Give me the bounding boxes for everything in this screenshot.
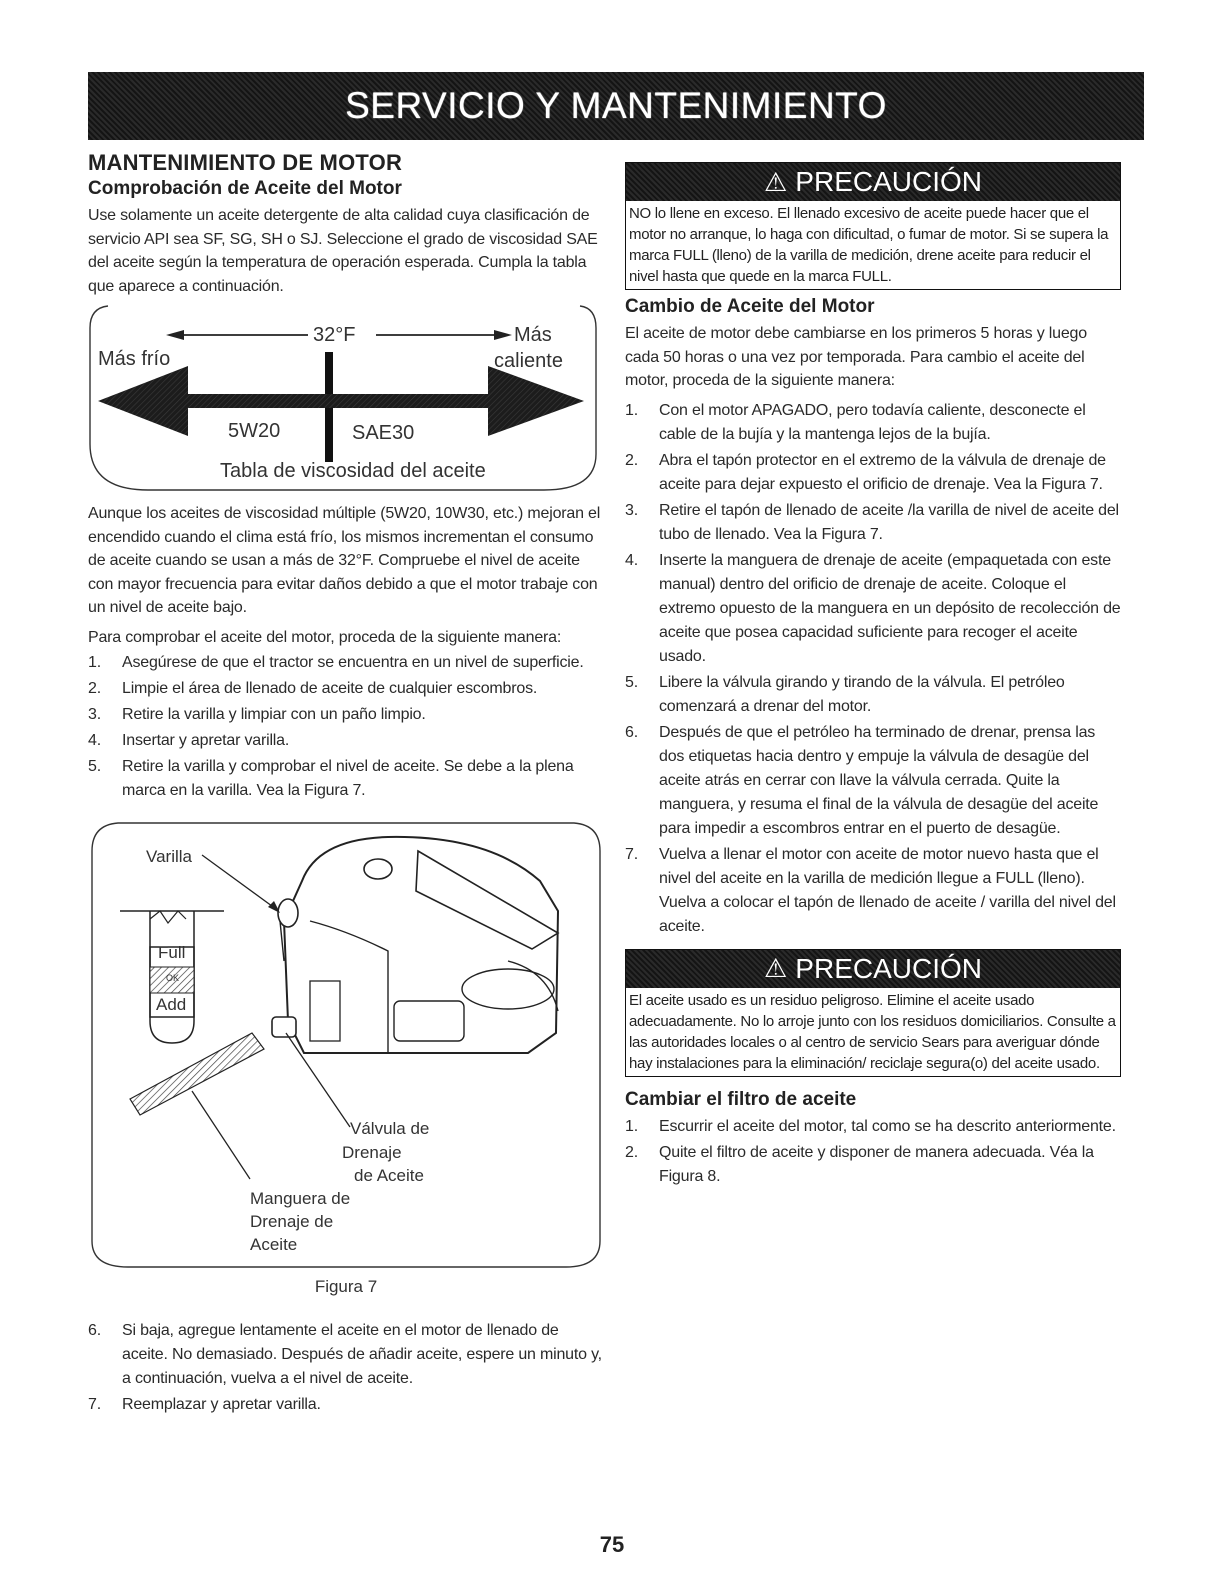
dipstick-label: Varilla [146, 847, 192, 866]
list-item: 5. Libere la válvula girando y tirando de la válvula. El petróleo comenzará a drenar del motor. [625, 673, 1065, 715]
caution-box-overfill [625, 162, 1121, 290]
change-oil-steps [625, 399, 1121, 939]
range-bar [188, 394, 488, 408]
list-item: 1. Escurrir el aceite del motor, tal como se ha descrito anteriormente. [625, 1117, 1116, 1135]
grade-high: SAE30 [352, 422, 415, 444]
hot-label-line2: caliente [494, 350, 563, 372]
add-mark-label: Add [156, 995, 187, 1014]
warning-icon: ⚠ [763, 953, 788, 983]
hose-label-line3: Aceite [250, 1235, 298, 1254]
list-item: 1. Con el motor APAGADO, pero todavía caliente, desconecte el cable de la bujía y la mantenga lejos de la bujía. [625, 401, 1086, 443]
hose-label-line1: Manguera de [250, 1189, 351, 1208]
check-steps [88, 651, 604, 803]
drain-hose [130, 1033, 264, 1115]
caution-text: NO lo llene en exceso. El llenado excesivo de aceite puede hacer que el motor no arranque, lo haga con dificultad, o fumar de motor. Si se supera la marca FULL (lleno) de la varilla de medición, drene aceite para reducir el nivel hasta que quede en la marca FULL. [629, 205, 1109, 285]
viscosity-chart [88, 304, 604, 494]
valve-label-line2: Drenaje [342, 1143, 402, 1162]
filter-title: Cambiar el filtro de aceite [625, 1088, 857, 1110]
check-intro: Para comprobar el aceite del motor, proceda de la siguiente manera: [88, 628, 562, 646]
grade-low: 5W20 [228, 420, 281, 442]
cold-arrowhead [166, 330, 184, 340]
hose-label-line2: Drenaje de [250, 1212, 334, 1231]
caution-title: PRECAUCIÓN [795, 952, 982, 984]
right-arrowhead [488, 366, 584, 436]
figure-7-caption: Figura 7 [314, 1277, 378, 1296]
list-item: 7. Reemplazar y apretar varilla. [88, 1396, 321, 1413]
right-column [625, 162, 1121, 1191]
check-steps-continued [88, 1319, 604, 1417]
list-item: 7. Vuelva a llenar el motor con aceite de motor nuevo hasta que el nivel del aceite en la varilla de medición llegue a FULL (lleno). Vuelva a colocar el tapón de llenado de aceite / varilla del nivel del aceite. [625, 845, 1116, 935]
page-number: 75 [599, 1532, 625, 1557]
valve-label-line3: de Aceite [354, 1166, 424, 1185]
chart-caption: Tabla de viscosidad del aceite [220, 460, 486, 482]
hot-arrowhead [494, 330, 512, 340]
list-item: 3. Retire la varilla y limpiar con un paño limpio. [88, 706, 426, 723]
change-oil-intro: El aceite de motor debe cambiarse en los primeros 5 horas y luego cada 50 horas o una vez por temporada. Para cambio el aceite del motor, proceda de la siguiente manera: [625, 325, 1087, 389]
list-item: 4. Inserte la manguera de drenaje de aceite (empaquetada con este manual) dentro del orificio de drenaje de aceite. Coloque el extremo opuesto de la manguera en un depósito de recolección de aceite que posea capacidad suficiente para recoger el aceite usado. [625, 551, 1121, 665]
multigrade-note: Aunque los aceites de viscosidad múltiple (5W20, 10W30, etc.) mejoran el encendido cuando el clima está frío, los mismos incrementan el consumo de aceite cuando se usan a más de 32°F. Compruebe el nivel de aceite con mayor frecuencia para evitar daños debido a que el motor trabaje con un nivel de aceite bajo. [88, 505, 601, 616]
list-item: 6. Si baja, agregue lentamente el aceite en el motor de llenado de aceite. No demasiado. Después de añadir aceite, espere un minuto y, a continuación, vuelva a el nivel de aceite. [88, 1322, 602, 1387]
cold-label: Más frío [98, 348, 171, 370]
list-item: 2. Abra el tapón protector en el extremo de la válvula de drenaje de aceite para dejar expuesto el orificio de drenaje. Vea la Figura 7. [625, 451, 1106, 493]
list-item: 3. Retire el tapón de llenado de aceite /la varilla de nivel de aceite del tubo de llenado. Vea la Figura 7. [625, 501, 1119, 543]
list-item: 2. Quite el filtro de aceite y disponer de manera adecuada. Véa la Figura 8. [625, 1143, 1094, 1185]
filter-steps [625, 1115, 1121, 1189]
list-item: 5. Retire la varilla y comprobar el nivel de aceite. Se debe a la plena marca en la varilla. Vea la Figura 7. [88, 758, 574, 799]
hot-label-line1: Más [514, 324, 552, 346]
section-title: MANTENIMIENTO DE MOTOR [88, 150, 403, 175]
caution-title: PRECAUCIÓN [795, 166, 982, 197]
list-item: 1. Asegúrese de que el tractor se encuentra en un nivel de superficie. [88, 654, 584, 671]
caution-box-used-oil [625, 949, 1121, 1077]
left-arrowhead [98, 366, 188, 436]
caution-header [626, 950, 1120, 988]
list-item: 2. Limpie el área de llenado de aceite de cualquier escombros. [88, 680, 538, 697]
banner-title: SERVICIO Y MANTENIMIENTO [345, 85, 887, 126]
warning-icon: ⚠ [763, 166, 788, 197]
figure-7 [88, 821, 604, 1271]
temp-label: 32°F [313, 324, 356, 346]
list-item: 6. Después de que el petróleo ha terminado de drenar, prensa las dos etiquetas hacia dentro y empuje la válvula de desagüe del aceite atrás en cerrar con llave la válvula cerrada. Quite la manguera, y resuma el final de la válvula de desagüe del aceite para impedir a escombros entrar en el puerto de desagüe. [625, 723, 1099, 837]
drain-valve [272, 1017, 296, 1037]
change-oil-title: Cambio de Aceite del Motor [625, 296, 875, 317]
left-column [88, 150, 604, 1419]
caution-header [626, 163, 1120, 201]
valve-label-line1: Válvula de [350, 1119, 430, 1138]
full-mark-label: Full [158, 943, 186, 962]
intro-paragraph: Use solamente un aceite detergente de alta calidad cuya clasificación de servicio API sea SF, SG, SH o SJ. Seleccione el grado de viscosidad SAE del aceite según la temperatura de operación esperada. Cumpla la tabla que aparece a continuación. [88, 207, 598, 295]
subsection-title: Comprobación de Aceite del Motor [88, 178, 402, 199]
caution-text: El aceite usado es un residuo peligroso. Elimine el aceite usado adecuadamente. No lo arroje junto con los residuos domiciliarios. Consulte a las autoridades locales o al centro de servicio Sears para averiguar dónde hay instalaciones para la eliminación/ reciclaje segura(o) del aceite usado. [629, 991, 1116, 1072]
dipstick-cap [278, 899, 298, 927]
page-banner [88, 72, 1144, 140]
ok-mark-label: OK [166, 973, 180, 983]
list-item: 4. Insertar y apretar varilla. [88, 732, 290, 749]
